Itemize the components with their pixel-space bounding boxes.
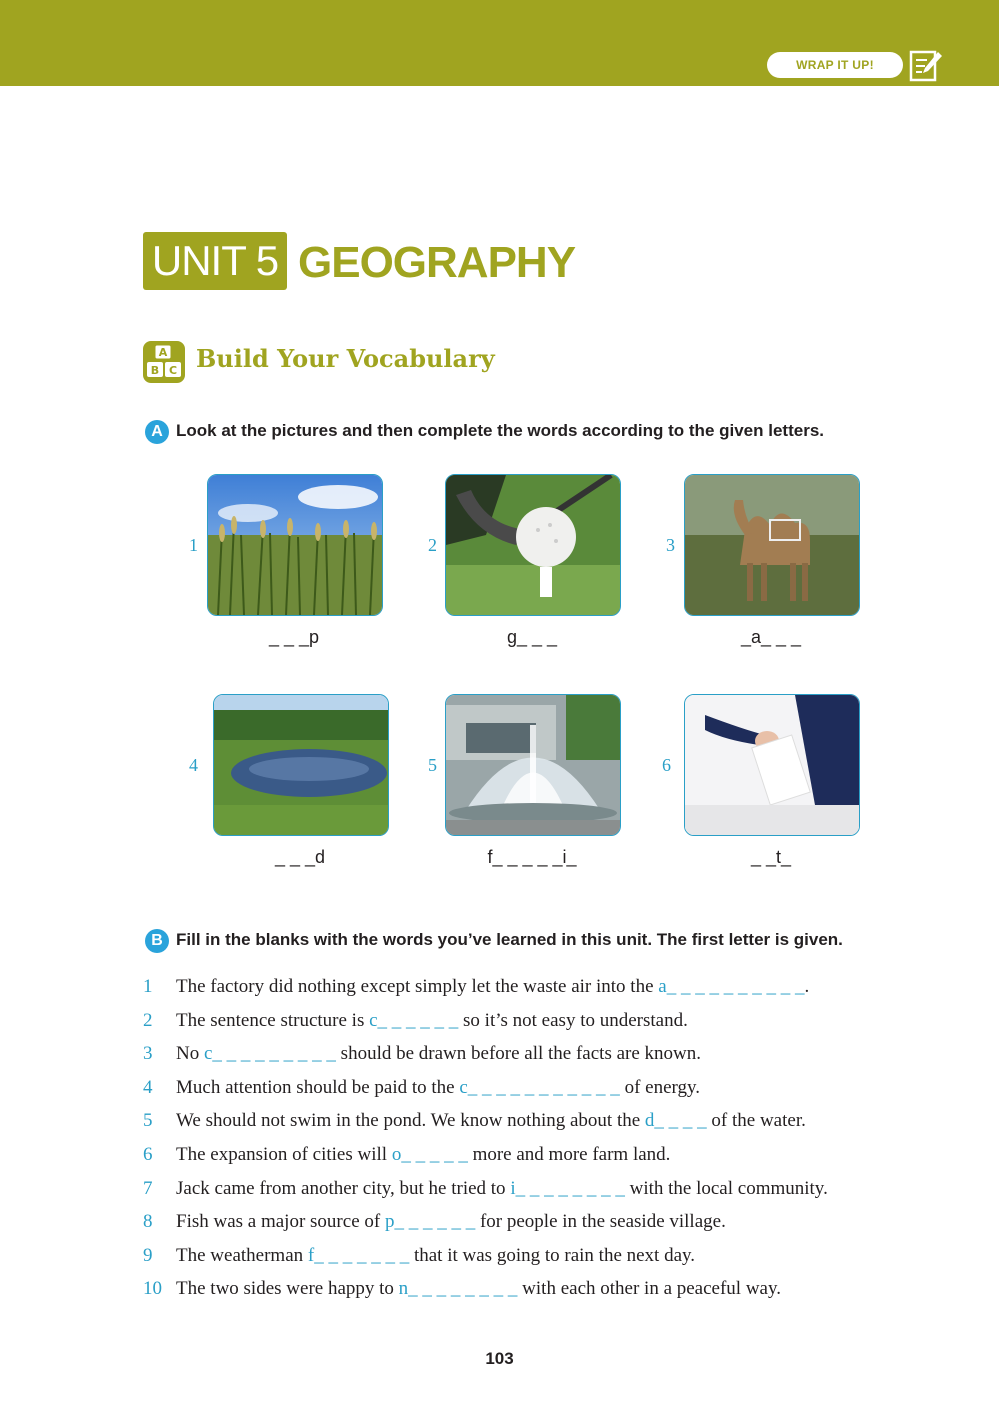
word-hint: _ _t_ xyxy=(750,847,792,867)
unit-title: GEOGRAPHY xyxy=(298,238,576,287)
sentence-text-after: that it was going to rain the next day. xyxy=(409,1245,696,1266)
picture-number: 4 xyxy=(189,755,198,775)
unit-label: UNIT 5 xyxy=(143,232,287,290)
camel-photo xyxy=(684,474,860,616)
word-hint: _ _ _p xyxy=(268,627,320,647)
fill-in-sentence xyxy=(176,1178,828,1200)
sentence-text-after: of energy. xyxy=(619,1077,701,1098)
fill-in-sentence xyxy=(176,1144,670,1166)
answer-blank[interactable]: i_ _ _ _ _ _ _ _ xyxy=(510,1178,625,1199)
answer-blank[interactable]: c_ _ _ _ _ _ _ _ _ xyxy=(203,1043,336,1064)
sentence-number: 10 xyxy=(143,1278,162,1299)
golf-ball-photo xyxy=(445,474,621,616)
sentence-text-after: should be drawn before all the facts are known. xyxy=(335,1043,702,1064)
sentence-text-before: The weatherman xyxy=(176,1245,308,1266)
fill-in-sentence xyxy=(176,1245,695,1267)
section-b-badge: B xyxy=(145,929,169,953)
sentence-number: 6 xyxy=(143,1144,153,1165)
sentence-text-before: The sentence structure is xyxy=(176,1010,370,1031)
sentence-text-after: . xyxy=(804,976,810,997)
sentence-number: 9 xyxy=(143,1245,153,1266)
sentence-number: 1 xyxy=(143,976,153,997)
sentence-number: 2 xyxy=(143,1010,153,1031)
answer-blank[interactable]: d_ _ _ _ xyxy=(644,1110,707,1131)
sentence-number: 4 xyxy=(143,1077,153,1098)
sentence-text-after: so it’s not easy to understand. xyxy=(458,1010,688,1031)
word-hint: g_ _ _ xyxy=(506,627,558,647)
fill-in-sentence xyxy=(176,1043,701,1065)
sentence-text-before: The two sides were happy to xyxy=(176,1278,399,1299)
ballot-box-photo xyxy=(684,694,860,836)
wheat-field-photo xyxy=(207,474,383,616)
pond-photo xyxy=(213,694,389,836)
sentence-number: 8 xyxy=(143,1211,153,1232)
word-hint: _a_ _ _ xyxy=(740,627,802,647)
sentence-number: 3 xyxy=(143,1043,153,1064)
sentence-text-before: Jack came from another city, but he tried to xyxy=(176,1178,511,1199)
vocab-section-title: Build Your Vocabulary xyxy=(196,344,495,373)
sentence-text-before: Much attention should be paid to the xyxy=(176,1077,460,1098)
sentence-text-after: more and more farm land. xyxy=(467,1144,671,1165)
answer-blank[interactable]: a_ _ _ _ _ _ _ _ _ _ xyxy=(658,976,805,997)
answer-blank[interactable]: n_ _ _ _ _ _ _ _ xyxy=(398,1278,518,1299)
fill-in-sentence xyxy=(176,1010,688,1032)
sentence-number: 5 xyxy=(143,1110,153,1131)
fill-in-sentence xyxy=(176,1110,806,1132)
section-b-instruction: Fill in the blanks with the words you’ve learned in this unit. The first letter is given. xyxy=(176,930,843,949)
sentence-text-before: The expansion of cities will xyxy=(176,1144,392,1165)
sentence-text-after: with each other in a peaceful way. xyxy=(517,1278,782,1299)
svg-text:B: B xyxy=(150,364,160,377)
answer-blank[interactable]: c_ _ _ _ _ _ _ _ _ _ _ xyxy=(459,1077,620,1098)
answer-blank[interactable]: o_ _ _ _ _ xyxy=(391,1144,468,1165)
picture-number: 6 xyxy=(662,755,671,775)
page-number: 103 xyxy=(485,1349,514,1368)
picture-number: 1 xyxy=(189,535,198,555)
svg-text:C: C xyxy=(168,364,178,377)
sentence-text-before: Fish was a major source of xyxy=(176,1211,385,1232)
sentence-text-before: No xyxy=(176,1043,204,1064)
word-hint: f_ _ _ _ _i_ xyxy=(487,847,577,867)
answer-blank[interactable]: p_ _ _ _ _ _ xyxy=(384,1211,476,1232)
fill-in-sentence xyxy=(176,1211,726,1233)
fill-in-sentence xyxy=(176,976,809,998)
sentence-number: 7 xyxy=(143,1178,153,1199)
picture-number: 2 xyxy=(428,535,437,555)
section-a-badge: A xyxy=(145,420,169,444)
answer-blank[interactable]: f_ _ _ _ _ _ _ xyxy=(307,1245,410,1266)
fill-in-sentence xyxy=(176,1077,700,1099)
picture-number: 3 xyxy=(666,535,675,555)
answer-blank[interactable]: c_ _ _ _ _ _ xyxy=(369,1010,459,1031)
fountain-photo xyxy=(445,694,621,836)
svg-text:A: A xyxy=(158,346,168,359)
fill-in-sentence xyxy=(176,1278,781,1300)
sentence-text-after: with the local community. xyxy=(624,1178,828,1199)
notepad-pencil-icon xyxy=(909,48,943,82)
section-a-instruction: Look at the pictures and then complete the words according to the given letters. xyxy=(176,421,824,440)
wrap-it-up-label: WRAP IT UP! xyxy=(767,52,903,78)
abc-blocks-icon xyxy=(142,340,186,384)
word-hint: _ _ _d xyxy=(274,847,326,867)
sentence-text-after: for people in the seaside village. xyxy=(475,1211,726,1232)
sentence-text-after: of the water. xyxy=(706,1110,806,1131)
sentence-text-before: We should not swim in the pond. We know nothing about the xyxy=(176,1110,645,1131)
picture-number: 5 xyxy=(428,755,437,775)
sentence-text-before: The factory did nothing except simply let the waste air into the xyxy=(176,976,659,997)
